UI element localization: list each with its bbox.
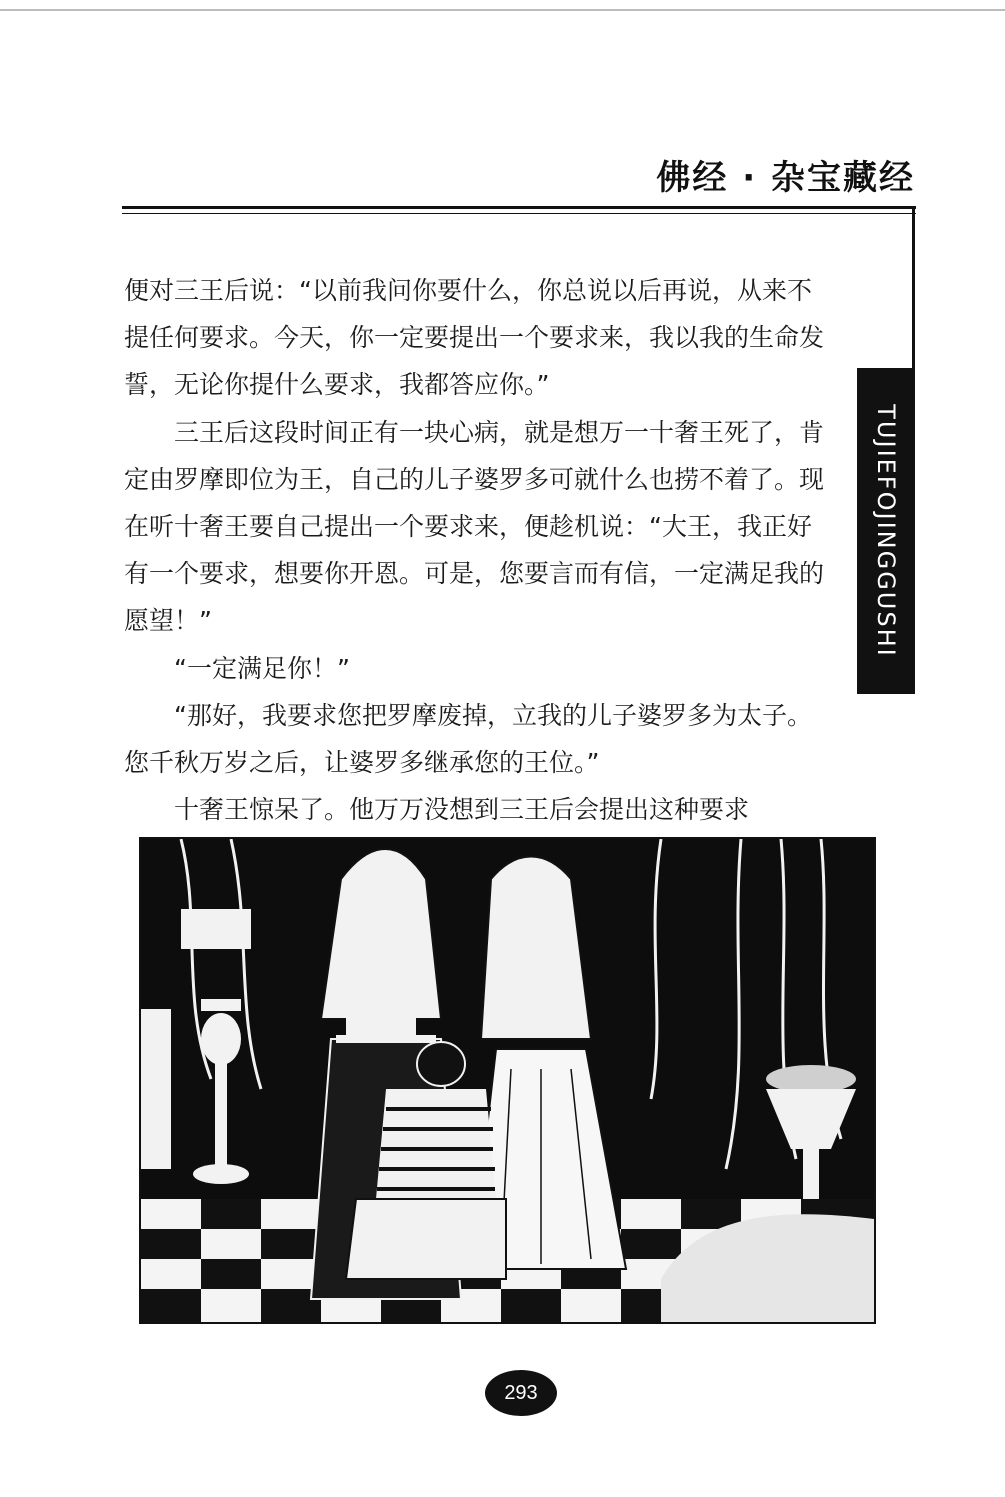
paragraph: “一定满足你！”	[174, 653, 350, 683]
paragraph: “那好，我要求您把罗摩废掉，立我的儿子婆罗多为太子。您千秋万岁之后，让婆罗多继承您的王位。”	[124, 700, 812, 778]
body-text	[124, 267, 824, 833]
page-number: 293	[504, 1381, 538, 1404]
header-rule-thin	[122, 213, 916, 214]
top-edge-rule	[0, 9, 1005, 11]
illustration-kneeling-scene	[139, 837, 876, 1324]
side-tab-label: TUJIEFOJINGGUSHI	[872, 404, 900, 658]
illustration-drawing	[141, 839, 874, 1322]
paragraph: 便对三王后说：“以前我问你要什么，你总说以后再说，从来不提任何要求。今天，你一定要提出一个要求来，我以我的生命发誓，无论你提什么要求，我都答应你。”	[124, 276, 825, 400]
paragraph: 十奢王惊呆了。他万万没想到三王后会提出这种要求	[174, 795, 750, 825]
page-number-badge	[485, 1370, 557, 1416]
paragraph: 三王后这段时间正有一块心病，就是想万一十奢王死了，肯定由罗摩即位为王，自己的儿子婆罗多可就什么也捞不着了。现在听十奢王要自己提出一个要求来，便趁机说：“大王，我正好有一个要求，想要你开恩。可是，您要言而有信，一定满足我的愿望！”	[124, 417, 825, 636]
page-header-title: 佛经 · 杂宝藏经	[656, 158, 915, 198]
margin-vertical-rule	[912, 206, 915, 386]
header-rule	[122, 206, 916, 209]
